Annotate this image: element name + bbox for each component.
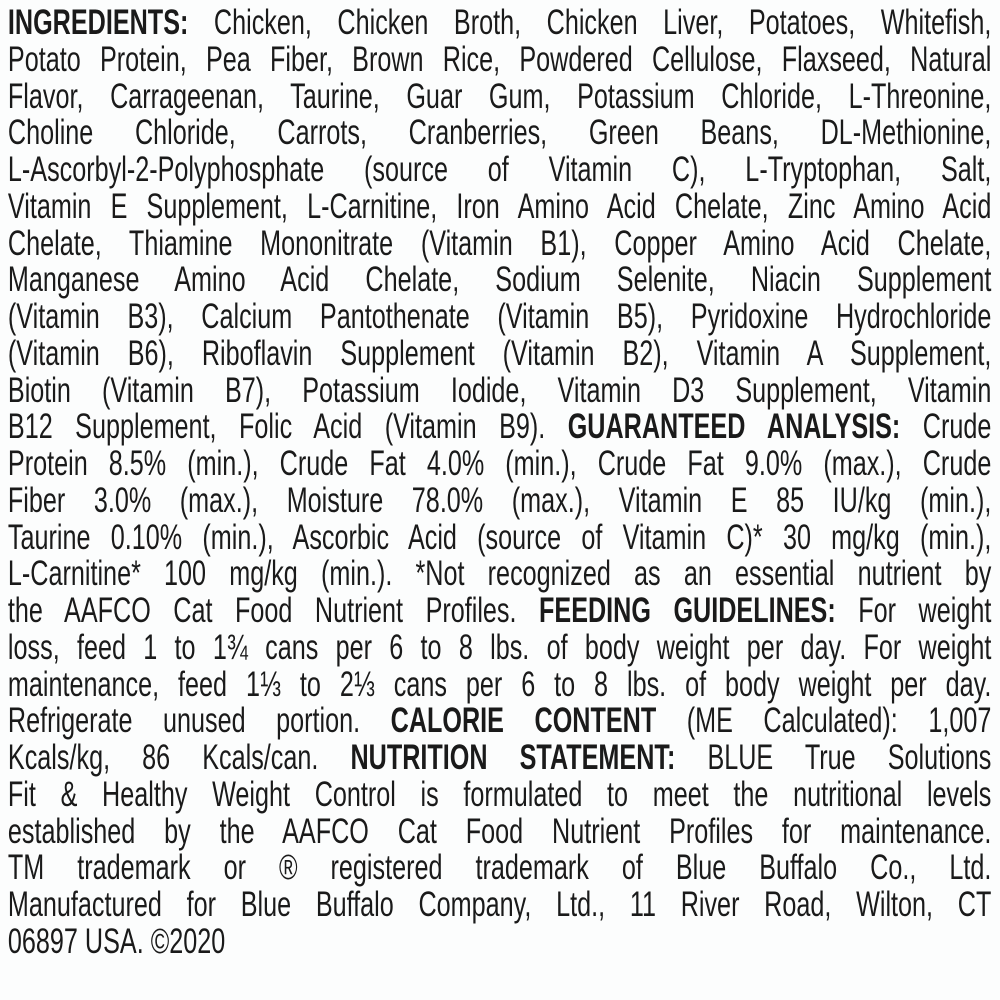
label-text-run: maintenance, feed 1⅓ to 2⅓ cans per 6 to 8 lbs. of body weight per day.: [7, 664, 992, 704]
label-line: [7, 921, 991, 961]
section-heading: NUTRITION STATEMENT:: [350, 738, 676, 777]
label-line: [8, 593, 991, 630]
label-text-run: Protein 8.5% (min.), Crude Fat 4.0% (min.), Crude Fat 9.0% (max.), Crude: [7, 444, 992, 483]
label-line: [7, 664, 992, 704]
label-text-run: Manufactured for Blue Buffalo Company, Ltd., 11 River Road, Wilton, CT: [7, 885, 992, 924]
label-text-run: Chicken, Chicken Broth, Chicken Liver, Potatoes, Whitefish,: [188, 3, 992, 42]
label-line: [8, 703, 991, 740]
label-text-run: Fiber 3.0% (max.), Moisture 78.0% (max.), Vitamin E 85 IU/kg (min.),: [7, 480, 992, 520]
label-line: [8, 740, 991, 777]
label-text-run: L-Ascorbyl-2-Polyphosphate (source of Vitamin C), L-Tryptophan, Salt,: [7, 150, 992, 189]
label-line: [7, 223, 992, 263]
section-heading: GUARANTEED ANALYSIS:: [567, 407, 901, 447]
label-line: [7, 370, 992, 410]
label-text-run: 06897 USA. ©2020: [7, 921, 226, 961]
label-text-run: Crude: [900, 407, 992, 447]
label-text-run: Refrigerate unused portion.: [7, 701, 391, 741]
label-text-run: (ME Calculated): 1,007: [656, 701, 992, 741]
label-line: [7, 627, 992, 667]
label-text-run: L-Carnitine* 100 mg/kg (min.). *Not recognized as an essential nutrient by: [7, 554, 992, 594]
label-text-run: established by the AAFCO Cat Food Nutrient Profiles for maintenance.: [7, 811, 992, 851]
label-text-run: Manganese Amino Acid Chelate, Sodium Selenite, Niacin Supplement: [7, 260, 992, 300]
label-line: [7, 186, 992, 226]
section-heading: CALORIE CONTENT: [390, 701, 657, 741]
label-line: [8, 850, 991, 887]
label-line: [7, 811, 992, 851]
label-text-run: B12 Supplement, Folic Acid (Vitamin B9).: [7, 407, 568, 447]
label-line: [8, 446, 991, 483]
label-text-run: Chelate, Thiamine Mononitrate (Vitamin B1), Copper Amino Acid Chelate,: [7, 223, 992, 263]
label-text-run: the AAFCO Cat Food Nutrient Profiles.: [7, 591, 540, 630]
label-text-run: Taurine 0.10% (min.), Ascorbic Acid (source of Vitamin C)* 30 mg/kg (min.),: [7, 517, 992, 557]
label-line: [7, 774, 992, 814]
label-line: [8, 152, 991, 189]
label-text-run: Vitamin E Supplement, L-Carnitine, Iron Amino Acid Chelate, Zinc Amino Acid: [7, 186, 992, 226]
label-line: [8, 409, 991, 446]
label-text-run: loss, feed 1 to 1¾ cans per 6 to 8 lbs. of body weight per day. For weight: [7, 627, 992, 667]
label-line: [8, 115, 991, 152]
label-text-run: Potato Protein, Pea Fiber, Brown Rice, Powdered Cellulose, Flaxseed, Natural: [7, 39, 992, 79]
label-text-run: For weight: [835, 591, 992, 630]
label-text-run: Choline Chloride, Carrots, Cranberries, Green Beans, DL-Methionine,: [7, 113, 992, 153]
label-text-run: Kcals/kg, 86 Kcals/can.: [7, 738, 351, 777]
label-text-run: Fit & Healthy Weight Control is formulated to meet the nutritional levels: [7, 774, 992, 814]
label-text-run: Biotin (Vitamin B7), Potassium Iodide, Vitamin D3 Supplement, Vitamin: [7, 370, 992, 410]
section-heading: INGREDIENTS:: [7, 3, 189, 42]
label-line: [7, 333, 992, 373]
label-line: [8, 887, 991, 924]
label-line: [8, 556, 991, 593]
label-text-run: (Vitamin B6), Riboflavin Supplement (Vitamin B2), Vitamin A Supplement,: [7, 333, 992, 373]
label-line: [7, 39, 992, 79]
label-text-run: (Vitamin B3), Calcium Pantothenate (Vitamin B5), Pyridoxine Hydrochloride: [7, 297, 992, 336]
label-line: [7, 517, 992, 557]
section-heading: FEEDING GUIDELINES:: [539, 591, 836, 630]
label-text-run: TM trademark or ® registered trademark of Blue Buffalo Co., Ltd.: [7, 848, 992, 888]
label-text-run: BLUE True Solutions: [675, 738, 992, 777]
label-line: [7, 76, 992, 116]
label-line: [8, 262, 991, 299]
label-text-run: Flavor, Carrageenan, Taurine, Guar Gum, Potassium Chloride, L-Threonine,: [7, 76, 992, 116]
label-line: [8, 5, 991, 42]
label-line: [8, 299, 991, 336]
label-line: [7, 480, 992, 520]
